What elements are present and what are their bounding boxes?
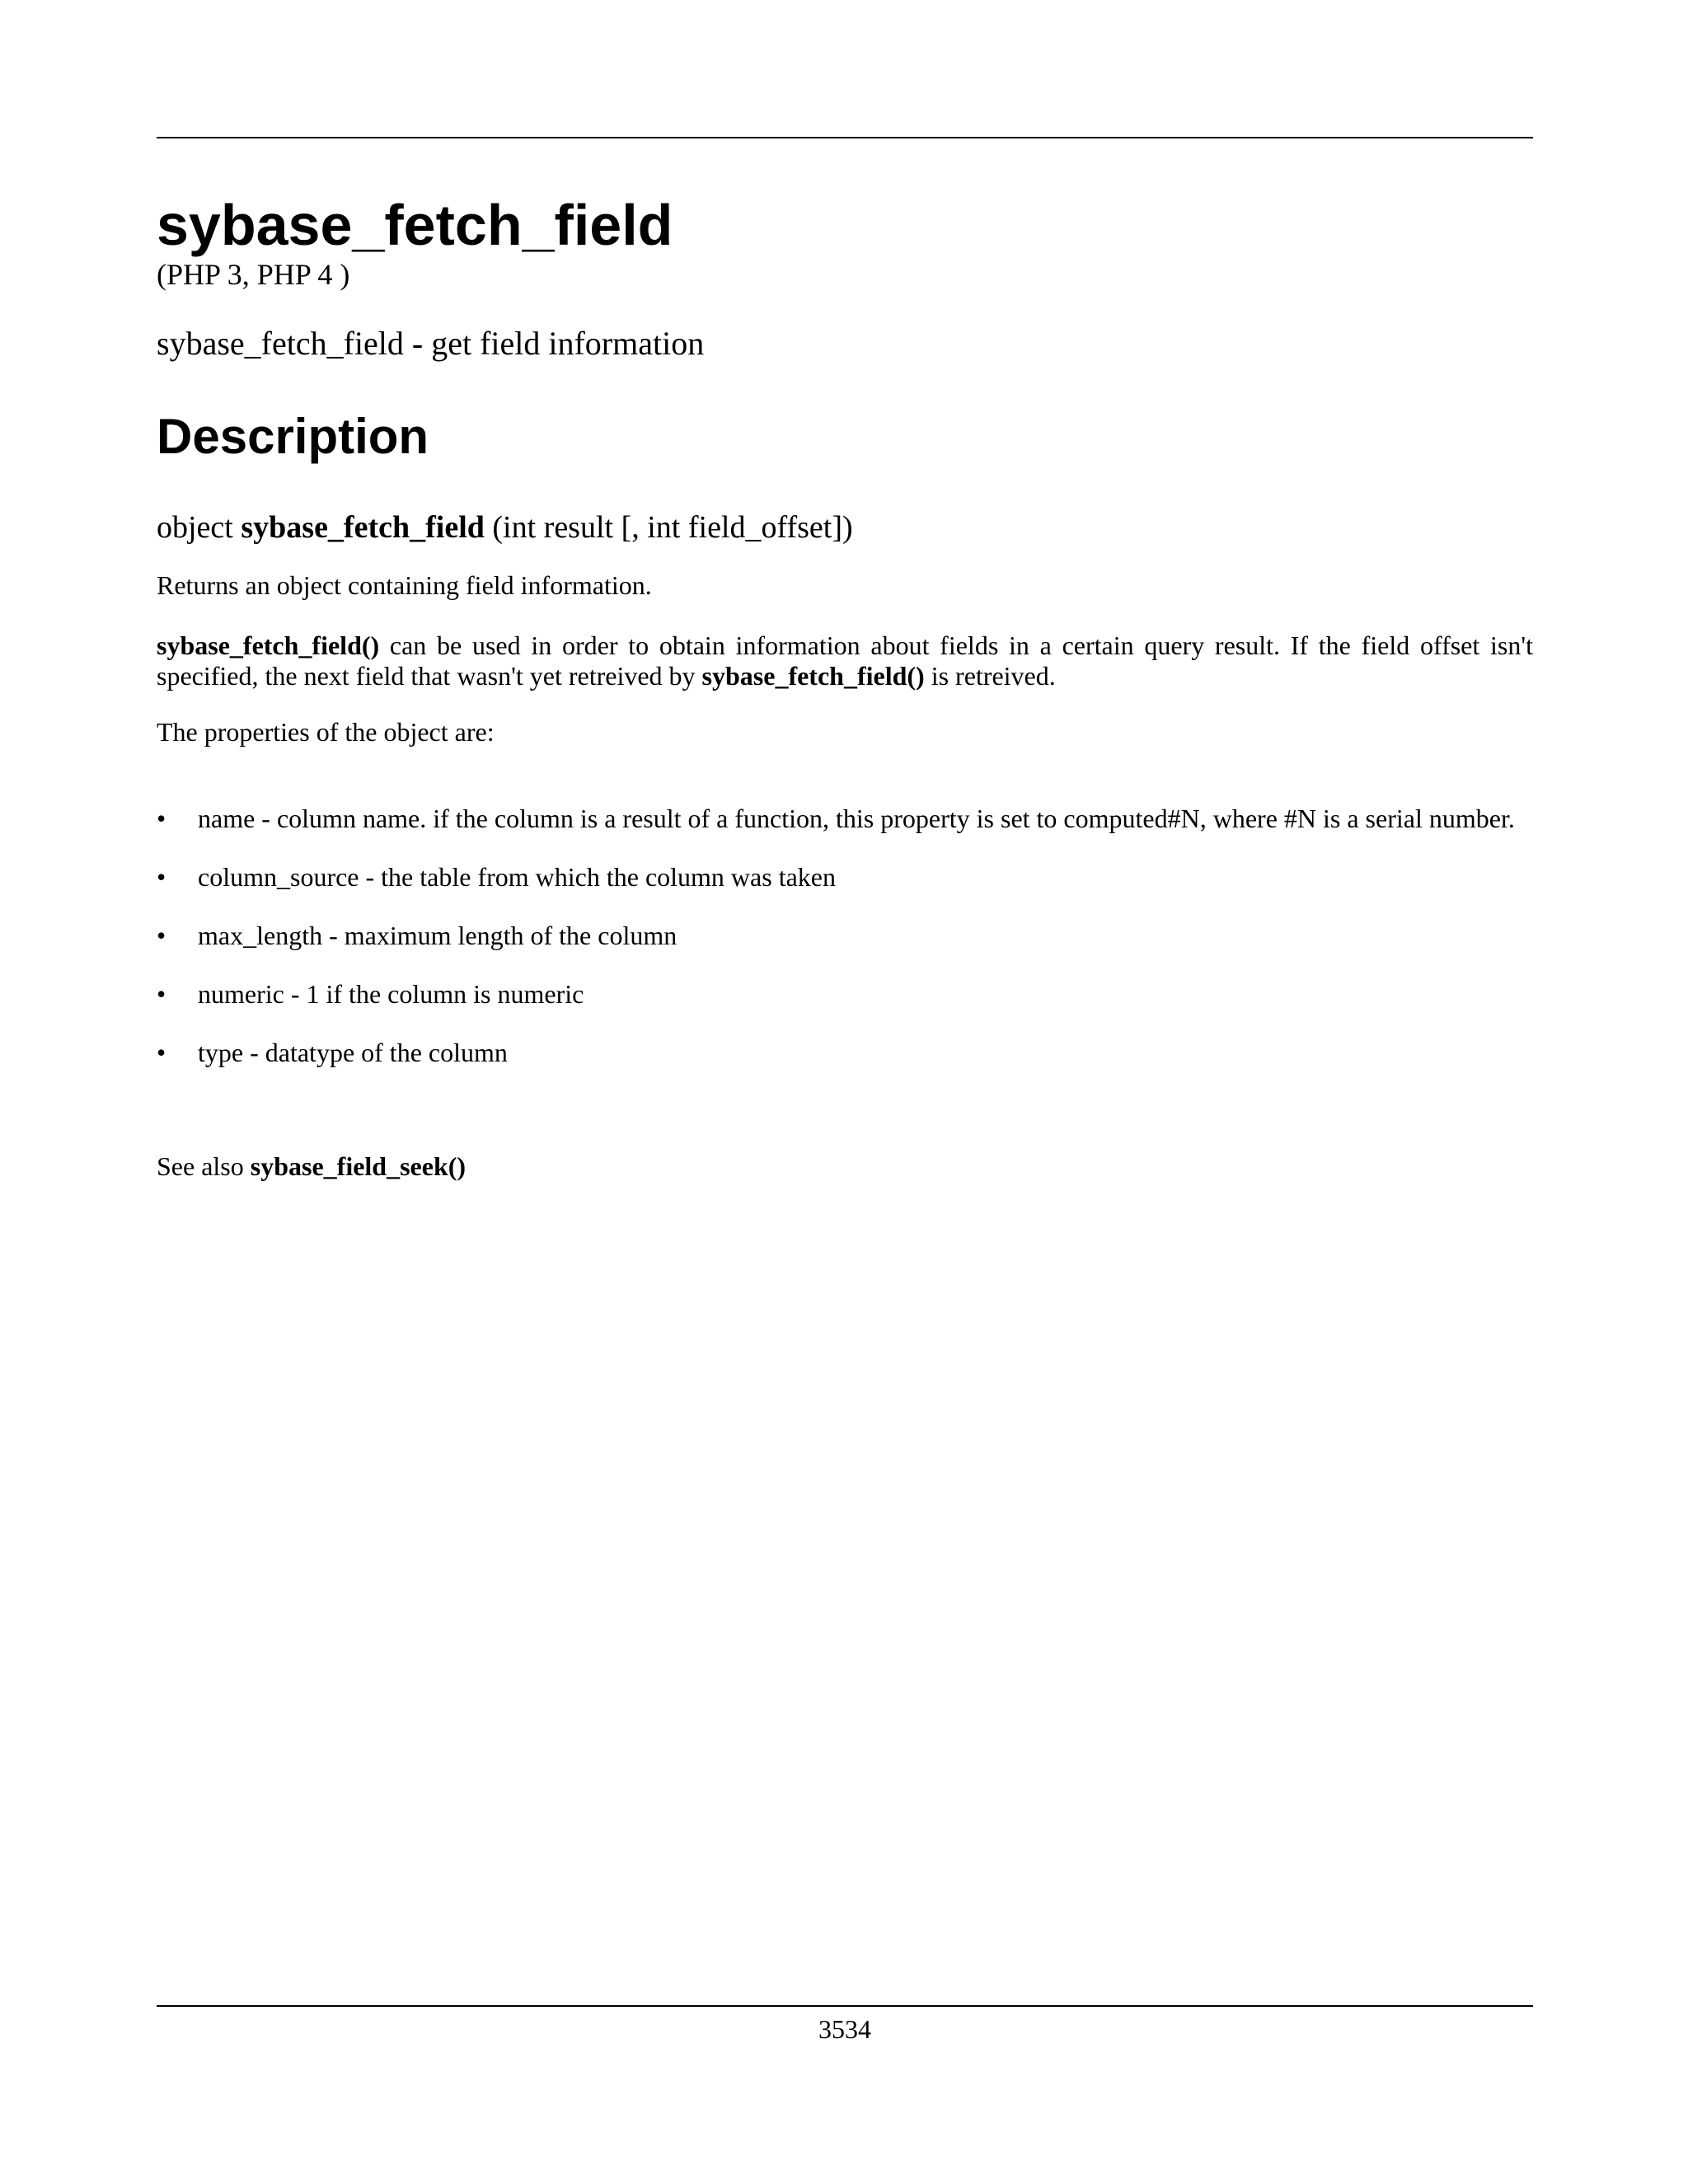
synopsis-return-type: object xyxy=(157,510,233,545)
php-versions: (PHP 3, PHP 4 ) xyxy=(157,258,350,291)
header-rule xyxy=(157,137,1533,138)
properties-list xyxy=(157,804,1533,1096)
see-also-label: See also xyxy=(157,1151,251,1181)
list-item xyxy=(157,804,1533,834)
returns-paragraph: Returns an object containing field information. xyxy=(157,570,652,600)
page-number: 3534 xyxy=(818,2014,871,2044)
property-text: numeric - 1 if the column is numeric xyxy=(198,979,584,1009)
synopsis-function-name: sybase_fetch_field xyxy=(241,510,485,545)
bullet: • xyxy=(157,1038,166,1067)
function-purpose: sybase_fetch_field - get field information xyxy=(157,325,705,362)
bullet: • xyxy=(157,804,166,833)
function-synopsis xyxy=(157,507,853,548)
synopsis-params: (int result [, int field_offset]) xyxy=(492,510,853,545)
bullet: • xyxy=(157,921,166,950)
description-heading: Description xyxy=(157,409,429,464)
list-item xyxy=(157,921,1533,951)
see-also xyxy=(157,1151,1533,1182)
footer-rule xyxy=(157,2005,1533,2007)
usage-text: is retreived. xyxy=(924,661,1056,691)
document-page xyxy=(157,0,1533,2184)
properties-intro: The properties of the object are: xyxy=(157,717,495,747)
usage-paragraph xyxy=(157,630,1533,691)
see-also-link[interactable]: sybase_field_seek() xyxy=(250,1151,467,1181)
list-item xyxy=(157,979,1533,1010)
property-text: max_length - maximum length of the column xyxy=(198,921,678,950)
property-text: name - column name. if the column is a result of a function, this property is set to computed#N, where #N is a serial number. xyxy=(198,804,1515,833)
list-item xyxy=(157,862,1533,893)
usage-text: can be used in order to obtain information about fields in a certain query result. If the field offset isn't specified, the next field that wasn't yet retreived by xyxy=(157,630,1533,691)
property-text: column_source - the table from which the column was taken xyxy=(198,862,836,892)
function-reference: sybase_fetch_field() xyxy=(701,661,925,691)
property-text: type - datatype of the column xyxy=(198,1038,508,1067)
function-reference: sybase_fetch_field() xyxy=(157,630,380,660)
bullet: • xyxy=(157,979,166,1009)
bullet: • xyxy=(157,862,166,892)
list-item xyxy=(157,1038,1533,1068)
function-title: sybase_fetch_field xyxy=(157,193,673,257)
